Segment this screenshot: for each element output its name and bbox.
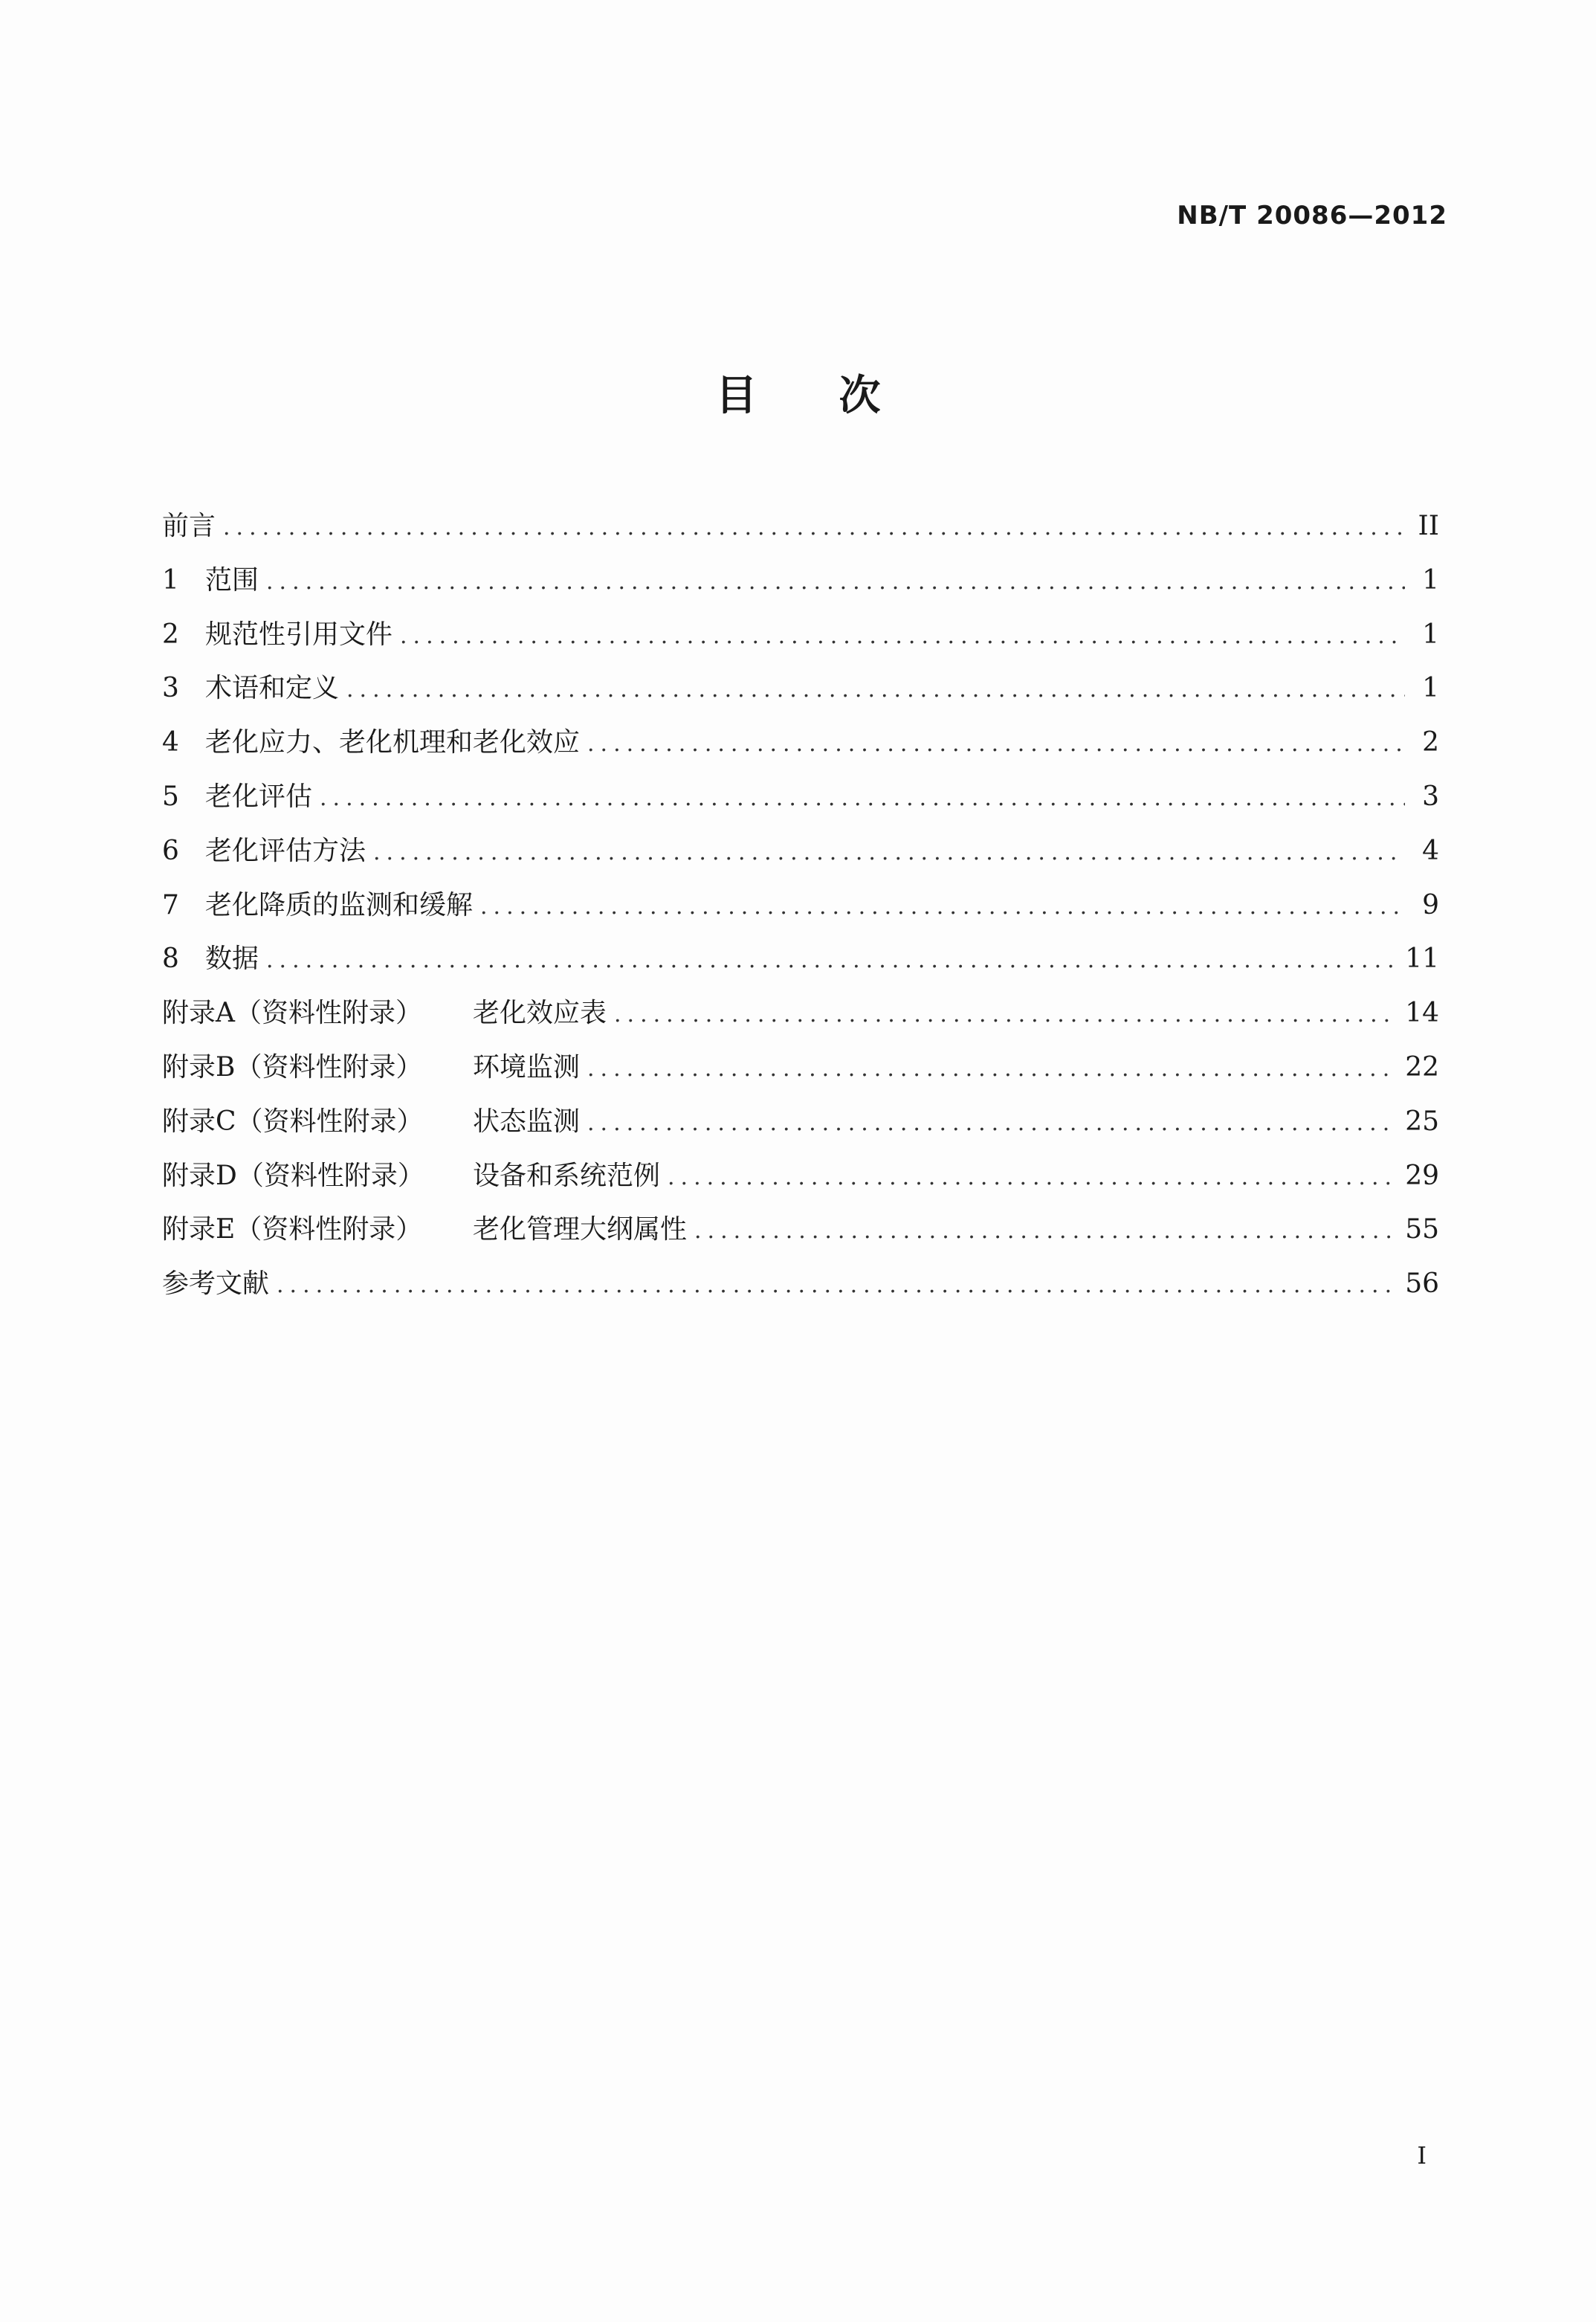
standard-code: NB/T 20086—2012 bbox=[1177, 201, 1447, 230]
toc-leader-dots bbox=[587, 717, 1405, 772]
toc-leader-dots bbox=[587, 1042, 1398, 1097]
toc-appendix-prefix: 附录D（资料性附录） bbox=[162, 1160, 424, 1191]
toc-entry-label: 设备和系统范例 bbox=[473, 1160, 661, 1191]
toc-entry-references[interactable] bbox=[162, 1257, 1439, 1312]
toc-entry-1[interactable] bbox=[162, 554, 1439, 608]
table-of-contents bbox=[162, 500, 1439, 1312]
toc-entry-4[interactable] bbox=[162, 716, 1439, 770]
toc-entry-label: 规范性引用文件 bbox=[205, 619, 393, 650]
toc-entry-label: 前言 bbox=[162, 511, 216, 541]
toc-entry-appendix-a[interactable] bbox=[162, 987, 1439, 1041]
toc-appendix-prefix: 附录E（资料性附录） bbox=[162, 1214, 423, 1245]
toc-leader-dots bbox=[320, 772, 1405, 826]
toc-leader-dots bbox=[694, 1204, 1398, 1259]
toc-entry-label: 环境监测 bbox=[473, 1051, 581, 1083]
toc-entry-page: 3 bbox=[1422, 781, 1439, 812]
page-number: I bbox=[1417, 2141, 1427, 2170]
toc-entry-number: 1 bbox=[162, 564, 179, 596]
toc-entry-number: 7 bbox=[162, 889, 179, 920]
toc-leader-dots bbox=[266, 934, 1398, 988]
toc-entry-2[interactable] bbox=[162, 608, 1439, 662]
toc-entry-appendix-c[interactable] bbox=[162, 1095, 1439, 1149]
toc-leader-dots bbox=[400, 610, 1405, 664]
toc-appendix-prefix: 附录B（资料性附录） bbox=[162, 1051, 423, 1083]
toc-entry-number: 4 bbox=[162, 727, 179, 758]
toc-entry-page: 25 bbox=[1405, 1106, 1439, 1137]
toc-entry-page: 2 bbox=[1422, 727, 1439, 758]
toc-entry-number: 6 bbox=[162, 835, 179, 866]
toc-entry-label: 范围 bbox=[205, 564, 259, 596]
toc-leader-dots bbox=[480, 880, 1405, 935]
toc-leader-dots bbox=[614, 988, 1398, 1042]
toc-leader-dots bbox=[587, 1097, 1398, 1151]
toc-entry-page: 1 bbox=[1422, 564, 1439, 596]
toc-entry-page: 29 bbox=[1405, 1160, 1439, 1191]
toc-entry-page: 56 bbox=[1405, 1268, 1439, 1300]
toc-leader-dots bbox=[277, 1259, 1398, 1313]
toc-entry-label: 老化管理大纲属性 bbox=[473, 1214, 688, 1245]
toc-leader-dots bbox=[346, 663, 1405, 717]
toc-entry-7[interactable] bbox=[162, 879, 1439, 933]
toc-entry-6[interactable] bbox=[162, 825, 1439, 879]
toc-entry-5[interactable] bbox=[162, 770, 1439, 825]
toc-leader-dots bbox=[668, 1151, 1398, 1205]
toc-entry-label: 状态监测 bbox=[473, 1106, 581, 1137]
toc-entry-page: 55 bbox=[1405, 1214, 1439, 1245]
toc-entry-number: 2 bbox=[162, 619, 179, 650]
toc-entry-page: 22 bbox=[1405, 1051, 1439, 1083]
toc-entry-number: 3 bbox=[162, 673, 179, 704]
toc-entry-label: 老化效应表 bbox=[473, 998, 607, 1029]
toc-entry-page: 1 bbox=[1422, 619, 1439, 650]
toc-entry-page: 1 bbox=[1422, 673, 1439, 704]
toc-entry-page: 11 bbox=[1405, 944, 1439, 975]
toc-entry-page: II bbox=[1418, 511, 1439, 541]
toc-entry-number: 8 bbox=[162, 944, 179, 975]
toc-leader-dots bbox=[266, 555, 1405, 610]
toc-entry-page: 9 bbox=[1422, 889, 1439, 920]
toc-entry-label: 老化应力、老化机理和老化效应 bbox=[205, 727, 581, 758]
toc-leader-dots bbox=[373, 826, 1405, 880]
toc-entry-label: 术语和定义 bbox=[205, 673, 340, 704]
toc-entry-foreword[interactable] bbox=[162, 500, 1439, 554]
toc-entry-8[interactable] bbox=[162, 932, 1439, 987]
toc-entry-appendix-d[interactable] bbox=[162, 1149, 1439, 1204]
toc-entry-3[interactable] bbox=[162, 662, 1439, 716]
toc-entry-page: 4 bbox=[1422, 835, 1439, 866]
toc-appendix-prefix: 附录A（资料性附录） bbox=[162, 998, 422, 1029]
toc-entry-label: 老化降质的监测和缓解 bbox=[205, 889, 474, 920]
toc-entry-label: 参考文献 bbox=[162, 1268, 270, 1300]
toc-entry-page: 14 bbox=[1405, 998, 1439, 1029]
toc-entry-label: 数据 bbox=[205, 944, 259, 975]
toc-entry-label: 老化评估 bbox=[205, 781, 313, 812]
toc-entry-appendix-b[interactable] bbox=[162, 1041, 1439, 1095]
toc-leader-dots bbox=[223, 501, 1405, 555]
toc-entry-label: 老化评估方法 bbox=[205, 835, 366, 866]
toc-entry-number: 5 bbox=[162, 781, 179, 812]
toc-appendix-prefix: 附录C（资料性附录） bbox=[162, 1106, 424, 1137]
page-title: 目次 bbox=[715, 372, 963, 420]
toc-entry-appendix-e[interactable] bbox=[162, 1203, 1439, 1257]
